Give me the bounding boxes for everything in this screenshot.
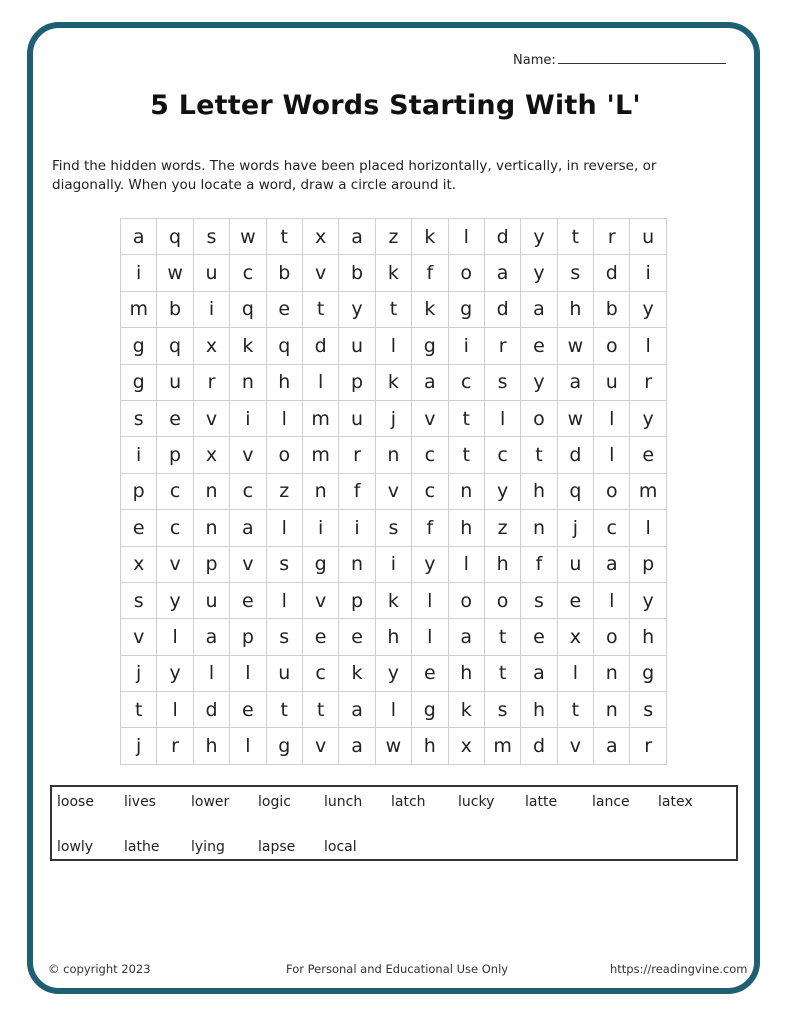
- grid-cell[interactable]: y: [521, 219, 557, 255]
- grid-cell[interactable]: n: [594, 692, 630, 728]
- grid-cell[interactable]: t: [485, 619, 521, 655]
- grid-cell[interactable]: i: [194, 292, 230, 328]
- grid-cell[interactable]: v: [230, 437, 266, 473]
- grid-cell[interactable]: n: [194, 474, 230, 510]
- grid-cell[interactable]: e: [339, 619, 375, 655]
- grid-cell[interactable]: g: [630, 656, 666, 692]
- grid-cell[interactable]: y: [630, 583, 666, 619]
- grid-cell[interactable]: u: [157, 365, 193, 401]
- grid-cell[interactable]: a: [594, 728, 630, 764]
- grid-cell[interactable]: x: [558, 619, 594, 655]
- grid-cell[interactable]: i: [230, 401, 266, 437]
- grid-cell[interactable]: z: [267, 474, 303, 510]
- grid-cell[interactable]: o: [267, 437, 303, 473]
- grid-cell[interactable]: w: [376, 728, 412, 764]
- grid-cell[interactable]: x: [449, 728, 485, 764]
- grid-cell[interactable]: s: [485, 365, 521, 401]
- grid-cell[interactable]: t: [267, 692, 303, 728]
- grid-cell[interactable]: t: [449, 401, 485, 437]
- grid-cell[interactable]: i: [376, 547, 412, 583]
- grid-cell[interactable]: h: [267, 365, 303, 401]
- word-list-item: lowly: [57, 839, 94, 855]
- grid-cell[interactable]: d: [303, 328, 339, 364]
- grid-cell[interactable]: y: [157, 583, 193, 619]
- grid-cell[interactable]: u: [630, 219, 666, 255]
- grid-cell[interactable]: y: [521, 365, 557, 401]
- grid-cell[interactable]: a: [449, 619, 485, 655]
- grid-cell[interactable]: e: [121, 510, 157, 546]
- site-url: https://readingvine.com: [610, 962, 748, 976]
- grid-cell[interactable]: t: [121, 692, 157, 728]
- grid-cell[interactable]: i: [121, 437, 157, 473]
- grid-cell[interactable]: a: [230, 510, 266, 546]
- grid-cell[interactable]: t: [267, 219, 303, 255]
- word-list-box: [50, 785, 738, 861]
- grid-cell[interactable]: a: [485, 255, 521, 291]
- grid-cell[interactable]: u: [339, 328, 375, 364]
- grid-cell[interactable]: m: [485, 728, 521, 764]
- name-label: Name:: [513, 53, 556, 68]
- grid-cell[interactable]: e: [230, 692, 266, 728]
- grid-cell[interactable]: g: [449, 292, 485, 328]
- grid-cell[interactable]: r: [194, 365, 230, 401]
- grid-cell[interactable]: k: [376, 365, 412, 401]
- grid-cell[interactable]: r: [485, 328, 521, 364]
- grid-cell[interactable]: u: [267, 656, 303, 692]
- grid-cell[interactable]: c: [412, 474, 448, 510]
- grid-cell[interactable]: y: [485, 474, 521, 510]
- grid-cell[interactable]: t: [558, 692, 594, 728]
- grid-cell[interactable]: a: [121, 219, 157, 255]
- grid-cell[interactable]: l: [412, 619, 448, 655]
- grid-cell[interactable]: g: [412, 328, 448, 364]
- grid-cell[interactable]: e: [267, 292, 303, 328]
- grid-cell[interactable]: p: [630, 547, 666, 583]
- grid-cell[interactable]: g: [267, 728, 303, 764]
- grid-cell[interactable]: v: [230, 547, 266, 583]
- word-list-item: lives: [124, 794, 156, 810]
- grid-cell[interactable]: l: [230, 728, 266, 764]
- grid-cell[interactable]: j: [121, 728, 157, 764]
- word-list-item: lunch: [324, 794, 363, 810]
- grid-cell[interactable]: u: [339, 401, 375, 437]
- grid-cell[interactable]: k: [412, 292, 448, 328]
- grid-cell[interactable]: n: [449, 474, 485, 510]
- grid-cell[interactable]: y: [521, 255, 557, 291]
- grid-cell[interactable]: e: [230, 583, 266, 619]
- grid-cell[interactable]: l: [594, 401, 630, 437]
- grid-cell[interactable]: l: [267, 583, 303, 619]
- grid-cell[interactable]: o: [594, 619, 630, 655]
- grid-cell[interactable]: l: [412, 583, 448, 619]
- grid-cell[interactable]: h: [376, 619, 412, 655]
- word-list-item: lapse: [258, 839, 296, 855]
- grid-cell[interactable]: x: [194, 437, 230, 473]
- grid-cell[interactable]: l: [303, 365, 339, 401]
- grid-cell[interactable]: o: [594, 474, 630, 510]
- grid-cell[interactable]: i: [449, 328, 485, 364]
- grid-cell[interactable]: a: [194, 619, 230, 655]
- grid-cell[interactable]: m: [630, 474, 666, 510]
- grid-cell[interactable]: k: [449, 692, 485, 728]
- grid-cell[interactable]: l: [594, 437, 630, 473]
- grid-cell[interactable]: q: [157, 328, 193, 364]
- grid-cell[interactable]: a: [521, 656, 557, 692]
- grid-cell[interactable]: o: [521, 401, 557, 437]
- grid-cell[interactable]: n: [230, 365, 266, 401]
- grid-cell[interactable]: y: [157, 656, 193, 692]
- usage-notice: For Personal and Educational Use Only: [286, 962, 509, 976]
- grid-cell[interactable]: l: [194, 656, 230, 692]
- grid-cell[interactable]: a: [339, 692, 375, 728]
- grid-cell[interactable]: o: [594, 328, 630, 364]
- grid-cell[interactable]: k: [339, 656, 375, 692]
- word-list-item: logic: [258, 794, 291, 810]
- grid-cell[interactable]: p: [339, 365, 375, 401]
- grid-cell[interactable]: h: [558, 292, 594, 328]
- grid-cell[interactable]: p: [121, 474, 157, 510]
- grid-cell[interactable]: v: [303, 255, 339, 291]
- grid-cell[interactable]: y: [376, 656, 412, 692]
- grid-cell[interactable]: w: [558, 328, 594, 364]
- grid-cell[interactable]: a: [412, 365, 448, 401]
- grid-cell[interactable]: i: [303, 510, 339, 546]
- grid-cell[interactable]: f: [412, 255, 448, 291]
- grid-cell[interactable]: l: [558, 656, 594, 692]
- grid-cell[interactable]: m: [303, 437, 339, 473]
- name-field: [513, 51, 726, 68]
- grid-cell[interactable]: p: [157, 437, 193, 473]
- grid-cell[interactable]: g: [121, 365, 157, 401]
- grid-cell[interactable]: s: [121, 583, 157, 619]
- grid-cell[interactable]: j: [376, 401, 412, 437]
- grid-cell[interactable]: z: [376, 219, 412, 255]
- word-list-item: loose: [57, 794, 94, 810]
- word-list-item: lathe: [124, 839, 160, 855]
- grid-cell[interactable]: y: [339, 292, 375, 328]
- grid-cell[interactable]: e: [630, 437, 666, 473]
- grid-cell[interactable]: v: [376, 474, 412, 510]
- grid-cell[interactable]: l: [230, 656, 266, 692]
- grid-cell[interactable]: e: [521, 328, 557, 364]
- grid-cell[interactable]: d: [521, 728, 557, 764]
- grid-cell[interactable]: q: [230, 292, 266, 328]
- grid-cell[interactable]: h: [194, 728, 230, 764]
- grid-cell[interactable]: e: [303, 619, 339, 655]
- name-blank-line[interactable]: [558, 51, 726, 64]
- grid-cell[interactable]: t: [485, 656, 521, 692]
- grid-cell[interactable]: b: [339, 255, 375, 291]
- grid-cell[interactable]: k: [230, 328, 266, 364]
- grid-cell[interactable]: j: [558, 510, 594, 546]
- grid-cell[interactable]: n: [594, 656, 630, 692]
- grid-cell[interactable]: q: [558, 474, 594, 510]
- grid-cell[interactable]: v: [303, 728, 339, 764]
- grid-cell[interactable]: b: [267, 255, 303, 291]
- grid-cell[interactable]: l: [594, 583, 630, 619]
- grid-cell[interactable]: i: [339, 510, 375, 546]
- grid-cell[interactable]: o: [449, 255, 485, 291]
- word-list-item: lying: [191, 839, 225, 855]
- word-list-item: latch: [391, 794, 426, 810]
- grid-cell[interactable]: c: [594, 510, 630, 546]
- grid-cell[interactable]: c: [230, 255, 266, 291]
- grid-cell[interactable]: a: [558, 365, 594, 401]
- grid-cell[interactable]: f: [339, 474, 375, 510]
- grid-cell[interactable]: l: [485, 401, 521, 437]
- grid-cell[interactable]: w: [230, 219, 266, 255]
- grid-cell[interactable]: c: [412, 437, 448, 473]
- grid-cell[interactable]: x: [121, 547, 157, 583]
- grid-cell[interactable]: b: [594, 292, 630, 328]
- grid-cell[interactable]: s: [521, 583, 557, 619]
- grid-cell[interactable]: d: [558, 437, 594, 473]
- grid-cell[interactable]: e: [521, 619, 557, 655]
- grid-cell[interactable]: a: [594, 547, 630, 583]
- grid-cell[interactable]: n: [194, 510, 230, 546]
- grid-cell[interactable]: x: [194, 328, 230, 364]
- grid-cell[interactable]: b: [157, 292, 193, 328]
- grid-cell[interactable]: r: [594, 219, 630, 255]
- word-search-grid: [120, 218, 667, 765]
- grid-cell[interactable]: l: [630, 328, 666, 364]
- grid-cell[interactable]: d: [594, 255, 630, 291]
- grid-cell[interactable]: y: [412, 547, 448, 583]
- grid-cell[interactable]: v: [558, 728, 594, 764]
- grid-cell[interactable]: c: [157, 510, 193, 546]
- grid-cell[interactable]: r: [630, 365, 666, 401]
- grid-cell[interactable]: d: [194, 692, 230, 728]
- grid-cell[interactable]: t: [303, 292, 339, 328]
- word-list-item: latex: [658, 794, 693, 810]
- word-list-item: lower: [191, 794, 230, 810]
- grid-cell[interactable]: n: [376, 437, 412, 473]
- grid-cell[interactable]: r: [630, 728, 666, 764]
- grid-cell[interactable]: p: [230, 619, 266, 655]
- grid-cell[interactable]: h: [449, 510, 485, 546]
- grid-cell[interactable]: y: [630, 292, 666, 328]
- grid-cell[interactable]: u: [558, 547, 594, 583]
- grid-cell[interactable]: s: [267, 547, 303, 583]
- grid-cell[interactable]: l: [267, 510, 303, 546]
- grid-cell[interactable]: w: [558, 401, 594, 437]
- grid-cell[interactable]: c: [449, 365, 485, 401]
- grid-cell[interactable]: n: [339, 547, 375, 583]
- grid-cell[interactable]: t: [376, 292, 412, 328]
- grid-cell[interactable]: r: [339, 437, 375, 473]
- grid-cell[interactable]: m: [303, 401, 339, 437]
- grid-cell[interactable]: l: [449, 219, 485, 255]
- grid-cell[interactable]: n: [303, 474, 339, 510]
- grid-cell[interactable]: s: [376, 510, 412, 546]
- grid-cell[interactable]: p: [194, 547, 230, 583]
- word-list-item: lance: [592, 794, 630, 810]
- grid-cell[interactable]: f: [521, 547, 557, 583]
- grid-cell[interactable]: h: [485, 547, 521, 583]
- grid-cell[interactable]: q: [267, 328, 303, 364]
- instructions: Find the hidden words. The words have been placed horizontally, vertically, in reverse, or diagonally. When you locate a word, draw a circle around it.: [52, 158, 657, 193]
- grid-cell[interactable]: e: [558, 583, 594, 619]
- grid-cell[interactable]: l: [630, 510, 666, 546]
- grid-cell[interactable]: n: [521, 510, 557, 546]
- grid-cell[interactable]: d: [485, 292, 521, 328]
- grid-cell[interactable]: t: [303, 692, 339, 728]
- grid-cell[interactable]: v: [194, 401, 230, 437]
- grid-cell[interactable]: a: [339, 728, 375, 764]
- grid-cell[interactable]: d: [485, 219, 521, 255]
- grid-cell[interactable]: l: [267, 401, 303, 437]
- grid-cell[interactable]: s: [630, 692, 666, 728]
- grid-cell[interactable]: j: [121, 656, 157, 692]
- grid-cell[interactable]: p: [339, 583, 375, 619]
- grid-cell[interactable]: v: [412, 401, 448, 437]
- grid-cell[interactable]: v: [303, 583, 339, 619]
- grid-cell[interactable]: u: [194, 255, 230, 291]
- grid-cell[interactable]: c: [485, 437, 521, 473]
- word-list-item: latte: [525, 794, 558, 810]
- grid-cell[interactable]: c: [157, 474, 193, 510]
- grid-cell[interactable]: s: [267, 619, 303, 655]
- grid-cell[interactable]: a: [339, 219, 375, 255]
- grid-cell[interactable]: u: [594, 365, 630, 401]
- grid-cell[interactable]: t: [558, 219, 594, 255]
- grid-cell[interactable]: k: [412, 219, 448, 255]
- page-title: 5 Letter Words Starting With 'L': [150, 90, 641, 121]
- grid-cell[interactable]: o: [485, 583, 521, 619]
- grid-cell[interactable]: o: [449, 583, 485, 619]
- grid-cell[interactable]: i: [121, 255, 157, 291]
- grid-cell[interactable]: l: [157, 619, 193, 655]
- grid-cell[interactable]: q: [157, 219, 193, 255]
- grid-cell[interactable]: l: [449, 547, 485, 583]
- word-list-item: local: [324, 839, 357, 855]
- grid-cell[interactable]: g: [303, 547, 339, 583]
- grid-cell[interactable]: v: [157, 547, 193, 583]
- grid-cell[interactable]: c: [303, 656, 339, 692]
- grid-cell[interactable]: h: [412, 728, 448, 764]
- grid-cell[interactable]: e: [157, 401, 193, 437]
- grid-cell[interactable]: f: [412, 510, 448, 546]
- grid-cell[interactable]: h: [521, 692, 557, 728]
- grid-cell[interactable]: t: [449, 437, 485, 473]
- grid-cell[interactable]: l: [157, 692, 193, 728]
- grid-cell[interactable]: g: [412, 692, 448, 728]
- grid-cell[interactable]: k: [376, 583, 412, 619]
- grid-cell[interactable]: t: [521, 437, 557, 473]
- grid-cell[interactable]: y: [630, 401, 666, 437]
- grid-cell[interactable]: e: [412, 656, 448, 692]
- grid-cell[interactable]: h: [630, 619, 666, 655]
- grid-cell[interactable]: s: [485, 692, 521, 728]
- grid-cell[interactable]: x: [303, 219, 339, 255]
- grid-cell[interactable]: s: [121, 401, 157, 437]
- grid-cell[interactable]: a: [521, 292, 557, 328]
- grid-cell[interactable]: z: [485, 510, 521, 546]
- grid-cell[interactable]: l: [376, 692, 412, 728]
- grid-cell[interactable]: s: [558, 255, 594, 291]
- grid-cell[interactable]: l: [376, 328, 412, 364]
- grid-cell[interactable]: w: [157, 255, 193, 291]
- grid-cell[interactable]: r: [157, 728, 193, 764]
- grid-cell[interactable]: g: [121, 328, 157, 364]
- copyright-text: © copyright 2023: [48, 962, 151, 976]
- grid-cell[interactable]: v: [121, 619, 157, 655]
- grid-cell[interactable]: c: [230, 474, 266, 510]
- grid-cell[interactable]: m: [121, 292, 157, 328]
- grid-cell[interactable]: u: [194, 583, 230, 619]
- word-list-item: lucky: [458, 794, 495, 810]
- grid-cell[interactable]: s: [194, 219, 230, 255]
- grid-cell[interactable]: i: [630, 255, 666, 291]
- grid-cell[interactable]: h: [449, 656, 485, 692]
- grid-cell[interactable]: h: [521, 474, 557, 510]
- grid-cell[interactable]: k: [376, 255, 412, 291]
